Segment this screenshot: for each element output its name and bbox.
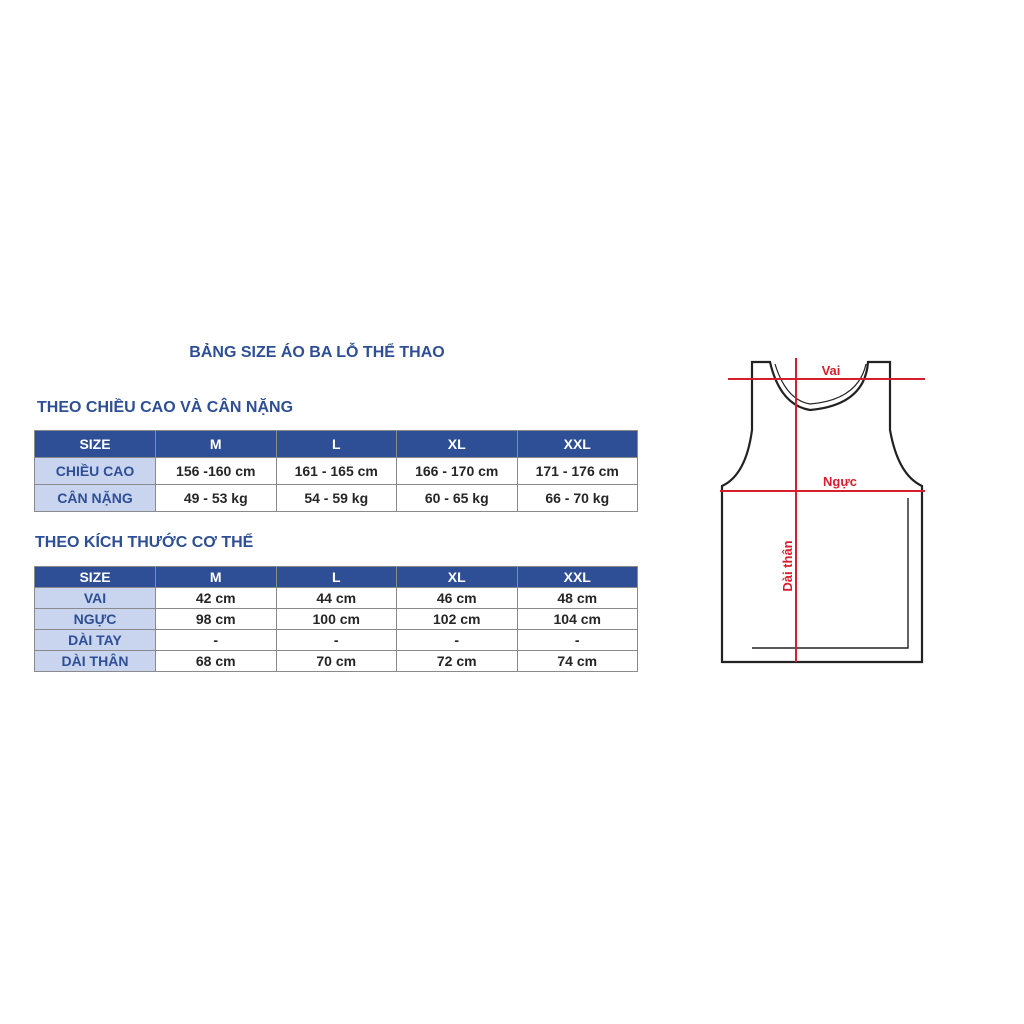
row-label: VAI	[35, 588, 156, 609]
tank-top-outline	[722, 362, 922, 662]
table-header-row	[35, 431, 638, 458]
column-header: XXL	[517, 431, 638, 458]
table-cell: 49 - 53 kg	[156, 485, 277, 512]
table-cell: 54 - 59 kg	[276, 485, 397, 512]
column-header: SIZE	[35, 431, 156, 458]
table-cell: 60 - 65 kg	[397, 485, 518, 512]
table-cell: 46 cm	[397, 588, 518, 609]
column-header: XL	[397, 431, 518, 458]
table-cell: 44 cm	[276, 588, 397, 609]
table-cell: 98 cm	[156, 609, 277, 630]
column-header: XL	[397, 567, 518, 588]
size-table-height-weight	[34, 430, 638, 512]
tank-top-back-hem	[752, 498, 908, 648]
table-cell: 104 cm	[517, 609, 638, 630]
section-heading-body-measure: THEO KÍCH THƯỚC CƠ THỂ	[35, 534, 254, 551]
table-cell: 72 cm	[397, 651, 518, 672]
tank-top-measurement-diagram	[700, 340, 950, 680]
column-header: SIZE	[35, 567, 156, 588]
section-heading-height-weight: THEO CHIỀU CAO VÀ CÂN NẶNG	[37, 399, 294, 416]
page-title: BẢNG SIZE ÁO BA LỖ THỂ THAO	[189, 344, 445, 361]
length-label: Dài thân	[780, 540, 795, 592]
column-header: M	[156, 431, 277, 458]
table-cell: -	[397, 630, 518, 651]
table-cell: 161 - 165 cm	[276, 458, 397, 485]
table-cell: 171 - 176 cm	[517, 458, 638, 485]
row-label: CHIỀU CAO	[35, 458, 156, 485]
column-header: M	[156, 567, 277, 588]
row-label: DÀI TAY	[35, 630, 156, 651]
column-header: L	[276, 567, 397, 588]
table-cell: 100 cm	[276, 609, 397, 630]
table-row	[35, 485, 638, 512]
table-cell: 74 cm	[517, 651, 638, 672]
table-cell: 102 cm	[397, 609, 518, 630]
table-cell: 66 - 70 kg	[517, 485, 638, 512]
row-label: CÂN NẶNG	[35, 485, 156, 512]
table-cell: -	[517, 630, 638, 651]
table-row	[35, 609, 638, 630]
table-header-row	[35, 567, 638, 588]
column-header: L	[276, 431, 397, 458]
column-header: XXL	[517, 567, 638, 588]
table-cell: 166 - 170 cm	[397, 458, 518, 485]
table-cell: 70 cm	[276, 651, 397, 672]
table-cell: -	[156, 630, 277, 651]
chest-label: Ngực	[823, 474, 857, 489]
table-cell: 156 -160 cm	[156, 458, 277, 485]
table-row	[35, 651, 638, 672]
table-row	[35, 588, 638, 609]
table-cell: 48 cm	[517, 588, 638, 609]
table-row	[35, 630, 638, 651]
row-label: DÀI THÂN	[35, 651, 156, 672]
row-label: NGỰC	[35, 609, 156, 630]
shoulder-label: Vai	[821, 363, 841, 378]
size-table-body-measure	[34, 566, 638, 672]
table-row	[35, 458, 638, 485]
table-cell: -	[276, 630, 397, 651]
table-cell: 68 cm	[156, 651, 277, 672]
table-cell: 42 cm	[156, 588, 277, 609]
